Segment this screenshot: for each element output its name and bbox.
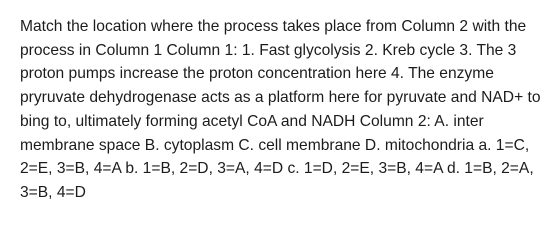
question-text: Match the location where the process takes place from Column 2 with the process in Column 1 Column 1: 1. Fast glycolysis 2. Kreb cycle 3. The 3 proton pumps increase the proton concentration here 4. The enzyme pryruvate dehydrogenase acts as a platform here for pyruvate and NAD+ to bing to, ultimately forming acetyl CoA and NADH Column 2: A. inter membrane space B. cytoplasm C. cell membrane D. mitochondria a. 1=C, 2=E, 3=B, 4=A b. 1=B, 2=D, 3=A, 4=D c. 1=D, 2=E, 3=B, 4=A d. 1=B, 2=A, 3=B, 4=D: [20, 18, 541, 201]
